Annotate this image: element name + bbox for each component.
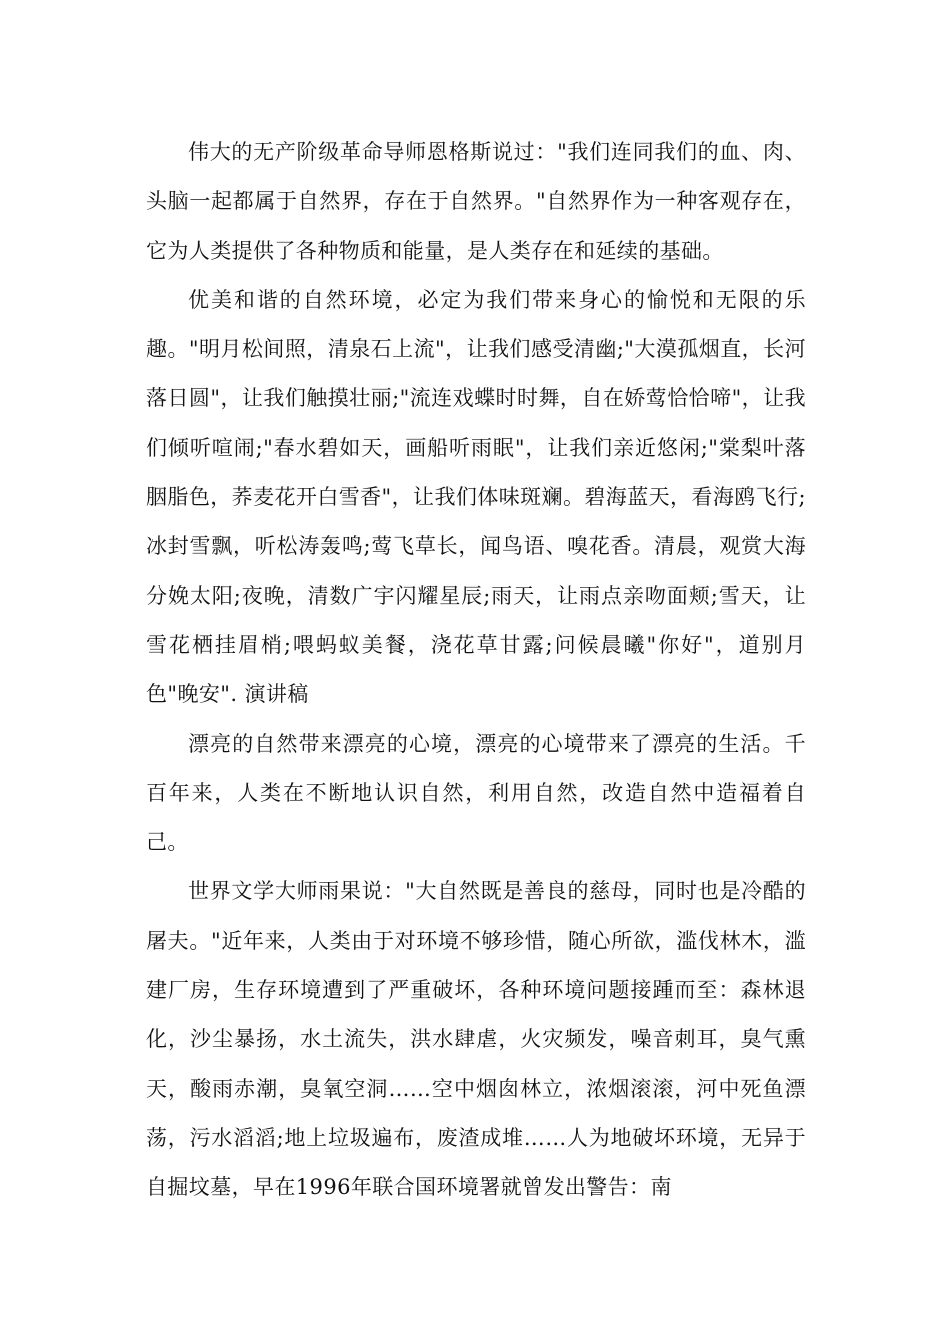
paragraph-engels-quote: 伟大的无产阶级革命导师恩格斯说过："我们连同我们的血、肉、头脑一起都属于自然界，存在于自然界。"自然界作为一种客观存在，它为人类提供了各种物质和能量，是人类存在和延续的基础。 [146, 140, 806, 263]
paragraph-natural-beauty: 优美和谐的自然环境，必定为我们带来身心的愉悦和无限的乐趣。"明月松间照，清泉石上流"，让我们感受清幽;"大漠孤烟直，长河落日圆"，让我们触摸壮丽;"流连戏蝶时时舞，自在娇莺恰恰啼"，让我们倾听喧闹;"春水碧如天，画船听雨眠"，让我们亲近悠闲;"棠梨叶落胭脂色，荞麦花开白雪香"，让我们体味斑斓。碧海蓝天，看海鸥飞行;冰封雪飘，听松涛轰鸣;莺飞草长，闻鸟语、嗅花香。清晨，观赏大海分娩太阳;夜晚，清数广宇闪耀星辰;雨天，让雨点亲吻面颊;雪天，让雪花栖挂眉梢;喂蚂蚁美餐，浇花草甘露;问候晨曦"你好"，道别月色"晚安". 演讲稿 [146, 287, 806, 707]
paragraph-beautiful-life: 漂亮的自然带来漂亮的心境，漂亮的心境带来了漂亮的生活。千百年来，人类在不断地认识自然，利用自然，改造自然中造福着自己。 [146, 731, 806, 855]
document-body [146, 128, 806, 1213]
paragraph-hugo-quote: 世界文学大师雨果说："大自然既是善良的慈母，同时也是冷酷的屠夫。"近年来，人类由于对环境不够珍惜，随心所欲，滥伐林木，滥建厂房，生存环境遭到了严重破坏，各种环境问题接踵而至：森林退化，沙尘暴扬，水土流失，洪水肆虐，火灾频发，噪音刺耳，臭气熏天，酸雨赤潮，臭氧空洞……空中烟囱林立，浓烟滚滚，河中死鱼漂荡，污水滔滔;地上垃圾遍布，废渣成堆……人为地破坏环境，无异于自掘坟墓，早在1996年联合国环境署就曾发出警告：南 [146, 879, 806, 1200]
